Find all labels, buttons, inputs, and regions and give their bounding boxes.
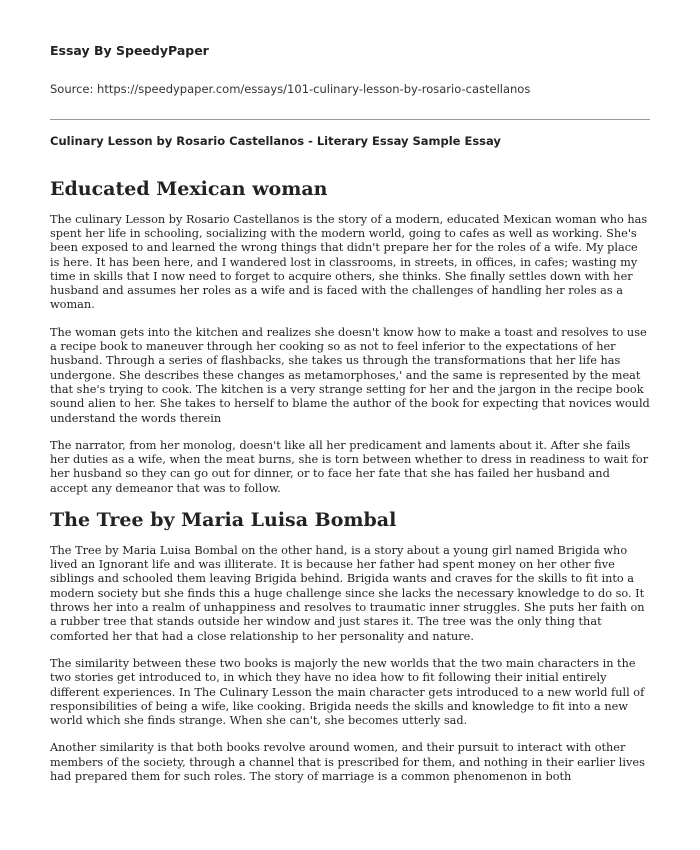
essay-title: Culinary Lesson by Rosario Castellanos - Literary Essay Sample Essay bbox=[50, 133, 501, 148]
paragraph: The culinary Lesson by Rosario Castellanos is the story of a modern, educated Mexican woman who has spent her life in schooling, socializing with the modern world, going to cafes as well as working. She's been exposed to and learned the wrong things that didn't prepare her for the roles of a wife. My place is here. It has been here, and I wandered lost in classrooms, in streets, in offices, in cafes; wasting my time in skills that I now need to forget to acquire others, she thinks. She finally settles down with her husband and assumes her roles as a wife and is faced with the challenges of handling her roles as a woman. bbox=[50, 212, 648, 312]
paragraph: Another similarity is that both books revolve around women, and their pursuit to interact with other members of the society, through a channel that is prescribed for them, and nothing in their earlier lives had prepared them for such roles. The story of marriage is a common phenomenon in both bbox=[50, 741, 645, 783]
section-heading: The Tree by Maria Luisa Bombal bbox=[50, 509, 397, 532]
source-line: Source: https://speedypaper.com/essays/101-culinary-lesson-by-rosario-castellanos bbox=[50, 82, 531, 97]
paragraph: The narrator, from her monolog, doesn't like all her predicament and laments about it. After she fails her duties as a wife, when the meat burns, she is torn between whether to dress in readiness to wait for her husband so they can go out for dinner, or to face her fate that she has failed her husband and accept any demeanor that was to follow. bbox=[50, 438, 649, 495]
section-the-tree bbox=[50, 509, 650, 784]
section-educated-mexican-woman bbox=[50, 178, 650, 496]
page-header bbox=[50, 0, 650, 97]
paragraph: The similarity between these two books is majorly the new worlds that the two main characters in the two stories get introduced to, in which they have no idea how to fit following their initial entirely different experiences. In The Culinary Lesson the main character gets introduced to a new world full of responsibilities of being a wife, like cooking. Brigida needs the skills and knowledge to fit into a new world which she finds strange. When she can't, she becomes utterly sad. bbox=[50, 656, 645, 728]
section-heading: Educated Mexican woman bbox=[50, 177, 328, 200]
header-divider bbox=[50, 119, 650, 120]
paragraph: The woman gets into the kitchen and realizes she doesn't know how to make a toast and resolves to use a recipe book to maneuver through her cooking so as not to feel inferior to the expectations of her husband. Through a series of flashbacks, she takes us through the transformations that her life has undergone. She describes these changes as metamorphoses,' and the same is represented by the meat that she's trying to cook. The kitchen is a very strange setting for her and the jargon in the recipe book sound alien to her. She takes to herself to blame the author of the book for expecting that novices would understand the words therein bbox=[50, 325, 650, 425]
paragraph: The Tree by Maria Luisa Bombal on the other hand, is a story about a young girl named Brigida who lived an Ignorant life and was illiterate. It is because her father had spent money on her other five siblings and schooled them leaving Brigida behind. Brigida wants and craves for the skills to fit into a modern society but she finds this a huge challenge since she lacks the necessary knowledge to do so. It throws her into a realm of unhappiness and resolves to traumatic inner struggles. She puts her faith on a rubber tree that stands outside her window and just stares it. The tree was the only thing that comforted her that had a close relationship to her personality and nature. bbox=[50, 543, 645, 643]
brand-label: Essay By SpeedyPaper bbox=[50, 43, 209, 58]
